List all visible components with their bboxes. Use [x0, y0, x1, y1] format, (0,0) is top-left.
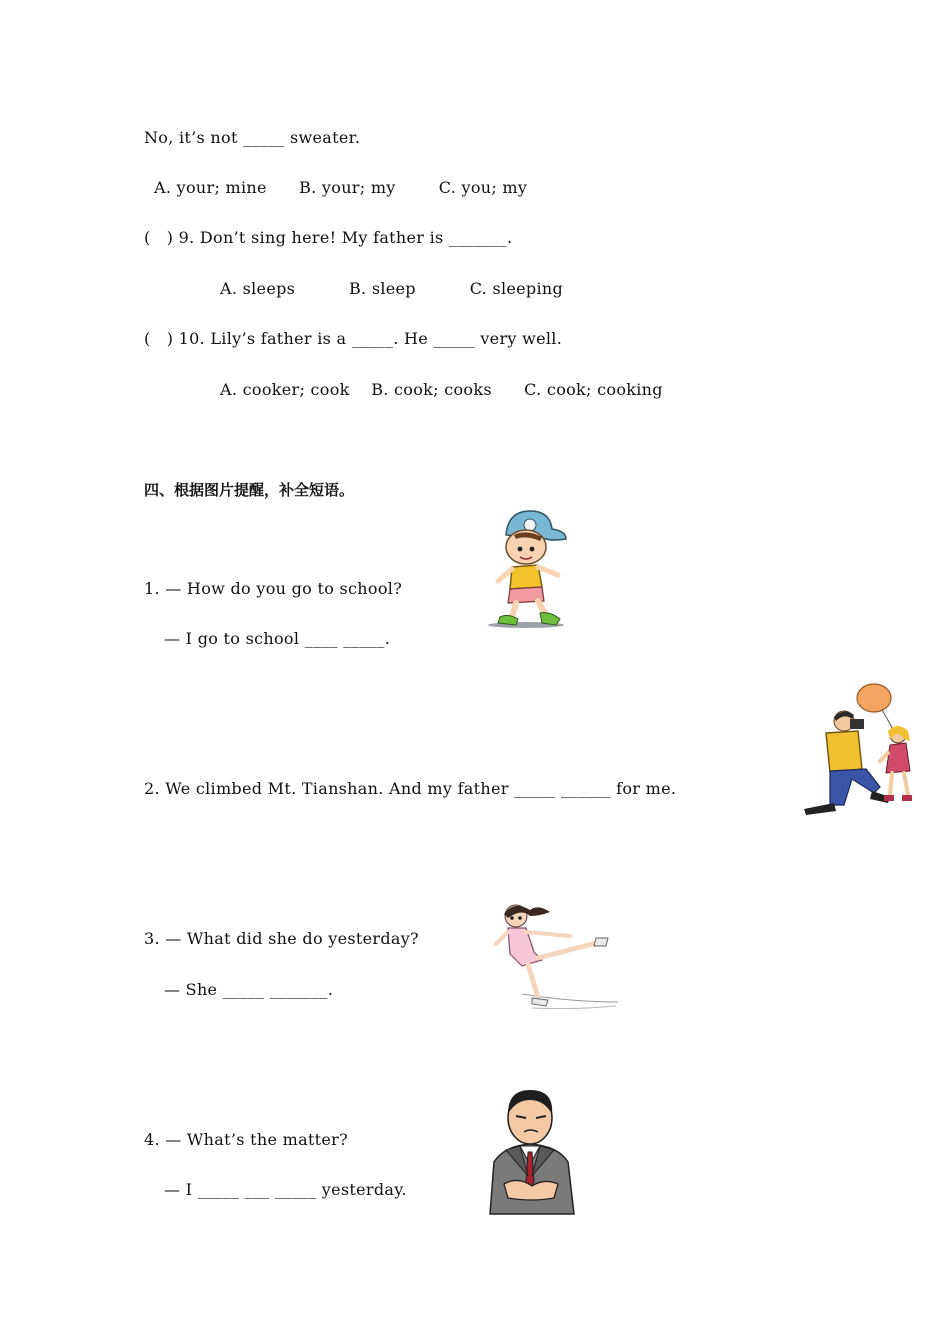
item1-question: 1. — How do you go to school? [144, 579, 403, 598]
q9-options: A. sleeps B. sleep C. sleeping [220, 279, 564, 298]
q8-answer-line: No, it’s not _____ sweater. [144, 128, 361, 147]
q10-question: ( ) 10. Lily’s father is a _____. He _____ very well. [144, 329, 563, 348]
item2-sentence: 2. We climbed Mt. Tianshan. And my father _____ ______ for me. [144, 779, 677, 798]
item3-answer: — She _____ _______. [164, 980, 334, 999]
q9-question: ( ) 9. Don’t sing here! My father is _______. [144, 228, 513, 247]
q10-options: A. cooker; cook B. cook; cooks C. cook; cooking [220, 380, 663, 399]
item3-question: 3. — What did she do yesterday? [144, 929, 419, 948]
item4-answer: — I _____ ___ _____ yesterday. [164, 1180, 407, 1199]
skating-girl-illustration [492, 898, 620, 1016]
q8-options: A. your; mine B. your; my C. you; my [154, 178, 528, 197]
photographer-father-illustration [800, 683, 922, 818]
item4-question: 4. — What’s the matter? [144, 1130, 348, 1149]
section4-heading: 四、根据图片提醒，补全短语。 [144, 481, 355, 499]
walking-boy-illustration [486, 505, 572, 629]
item1-answer: — I go to school ____ _____. [164, 629, 391, 648]
sick-man-illustration [484, 1086, 578, 1216]
